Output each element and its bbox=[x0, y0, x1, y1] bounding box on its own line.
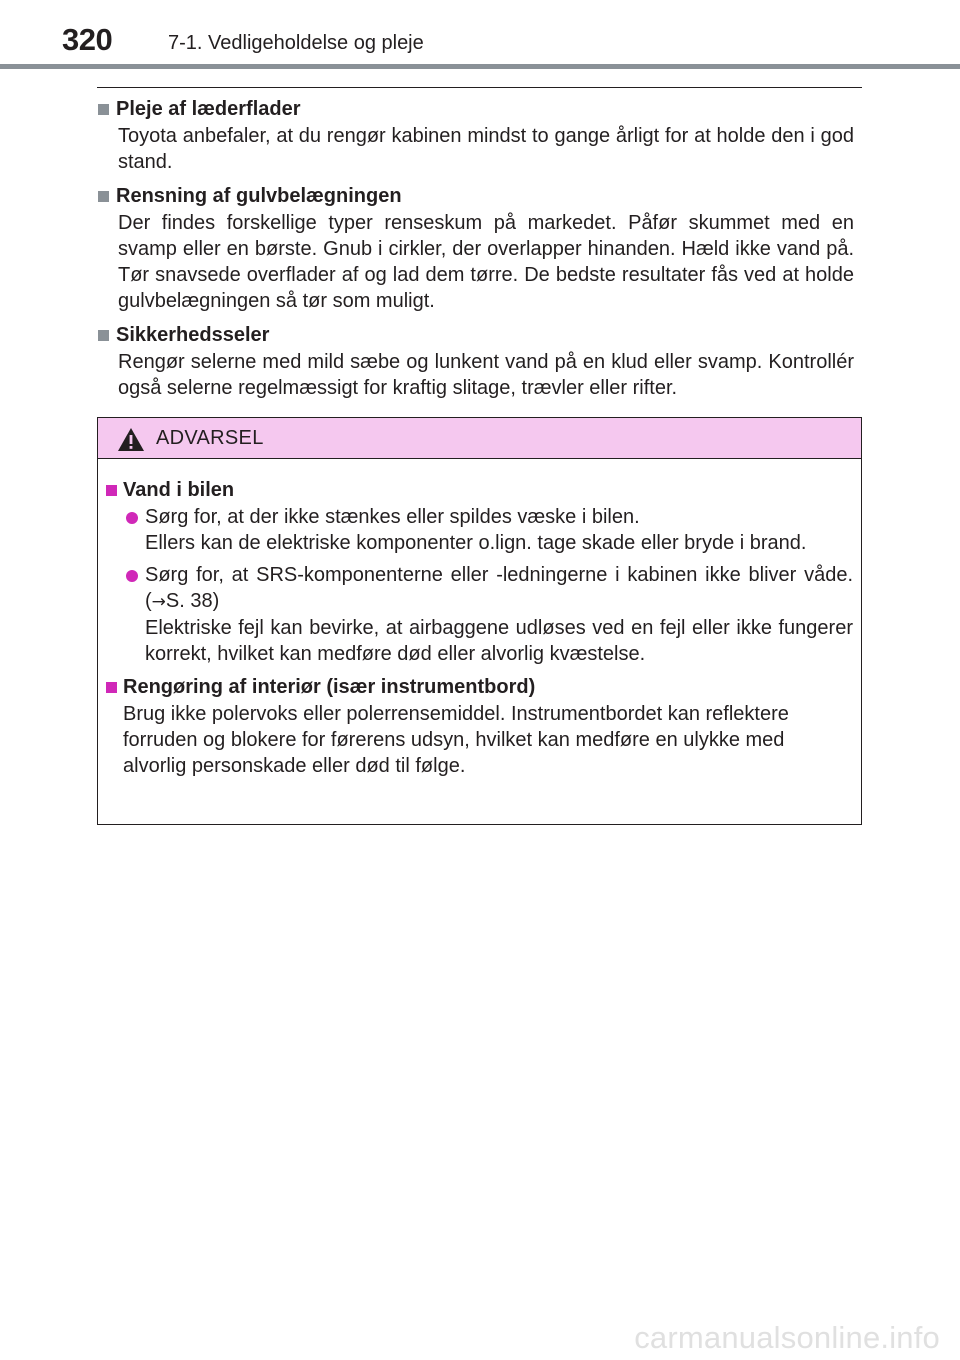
warning-bullet-text bbox=[145, 562, 853, 667]
section-body: Rengør selerne med mild sæbe og lunkent vand på en klud eller svamp. Kontrollér også selerne regelmæssigt for kraftig slitage, trævler eller rifter. bbox=[118, 351, 854, 399]
bullet-line-text: Sørg for, at SRS-komponenterne eller -ledningerne i kabinen ikke bliver våde. ( bbox=[145, 564, 853, 612]
section-seatbelts bbox=[97, 321, 862, 401]
square-bullet-icon bbox=[98, 191, 109, 202]
bullet-line bbox=[145, 562, 853, 615]
top-divider bbox=[97, 87, 862, 88]
section-heading-text: Sikkerhedsseler bbox=[116, 324, 270, 346]
section-body: Der findes forskellige typer renseskum på markedet. Påfør skummet med en svamp eller en børste. Gnub i cirkler, der overlapper hinanden. Hæld ikke vand på. Tør snavsede overflader af og lad dem tørre. De bedste resultater fås ved at holde gulvbelægningen så tør som muligt. bbox=[118, 212, 854, 312]
arrow-icon: → bbox=[151, 592, 166, 612]
page-header bbox=[0, 0, 960, 72]
section-body: Toyota anbefaler, at du rengør kabinen mindst to gange årligt for at holde den i god stand. bbox=[118, 125, 854, 173]
warning-header bbox=[98, 418, 861, 459]
warning-bullet bbox=[126, 562, 853, 667]
warning-section-interior bbox=[106, 673, 853, 779]
section-title: 7-1. Vedligeholdelse og pleje bbox=[168, 32, 424, 54]
section-floor-cleaning bbox=[97, 182, 862, 314]
warning-section-heading bbox=[106, 476, 853, 504]
square-bullet-icon bbox=[106, 485, 117, 496]
warning-bullet-text bbox=[145, 504, 853, 556]
main-content bbox=[97, 95, 862, 408]
section-heading bbox=[97, 95, 862, 123]
square-bullet-icon bbox=[98, 104, 109, 115]
warning-box bbox=[97, 417, 862, 825]
bullet-line: Elektriske fejl kan bevirke, at airbaggene udløses ved en fejl eller ikke fungerer korrekt, hvilket kan medføre død eller alvorlig kvæstelse. bbox=[145, 617, 853, 665]
page-reference[interactable]: S. 38) bbox=[165, 590, 220, 612]
square-bullet-icon bbox=[98, 330, 109, 341]
warning-bullet bbox=[126, 504, 853, 556]
warning-section-heading bbox=[106, 673, 853, 701]
section-heading-text: Rensning af gulvbelægningen bbox=[116, 185, 402, 207]
bullet-line: Ellers kan de elektriske komponenter o.lign. tage skade eller bryde i brand. bbox=[145, 532, 807, 554]
warning-heading-text: Rengøring af interiør (især instrumentbord) bbox=[123, 676, 536, 698]
section-heading-text: Pleje af læderflader bbox=[116, 98, 301, 120]
section-heading bbox=[97, 321, 862, 349]
section-leather-care bbox=[97, 95, 862, 175]
warning-title: ADVARSEL bbox=[156, 426, 264, 449]
round-bullet-icon bbox=[126, 570, 138, 582]
round-bullet-icon bbox=[126, 512, 138, 524]
square-bullet-icon bbox=[106, 682, 117, 693]
warning-triangle-icon bbox=[117, 427, 145, 452]
bullet-line: Sørg for, at der ikke stænkes eller spildes væske i bilen. bbox=[145, 506, 640, 528]
warning-heading-text: Vand i bilen bbox=[123, 479, 235, 501]
header-rule bbox=[0, 64, 960, 69]
warning-section-body: Brug ikke polervoks eller polerrensemiddel. Instrumentbordet kan reflektere forruden og blokere for førerens udsyn, hvilket kan medføre en ulykke med alvorlig personskade eller død til følge. bbox=[123, 703, 789, 777]
warning-section-water bbox=[106, 476, 853, 667]
section-heading bbox=[97, 182, 862, 210]
page-number: 320 bbox=[62, 22, 113, 57]
warning-body bbox=[98, 459, 861, 779]
watermark: carmanualsonline.info bbox=[634, 1320, 940, 1355]
